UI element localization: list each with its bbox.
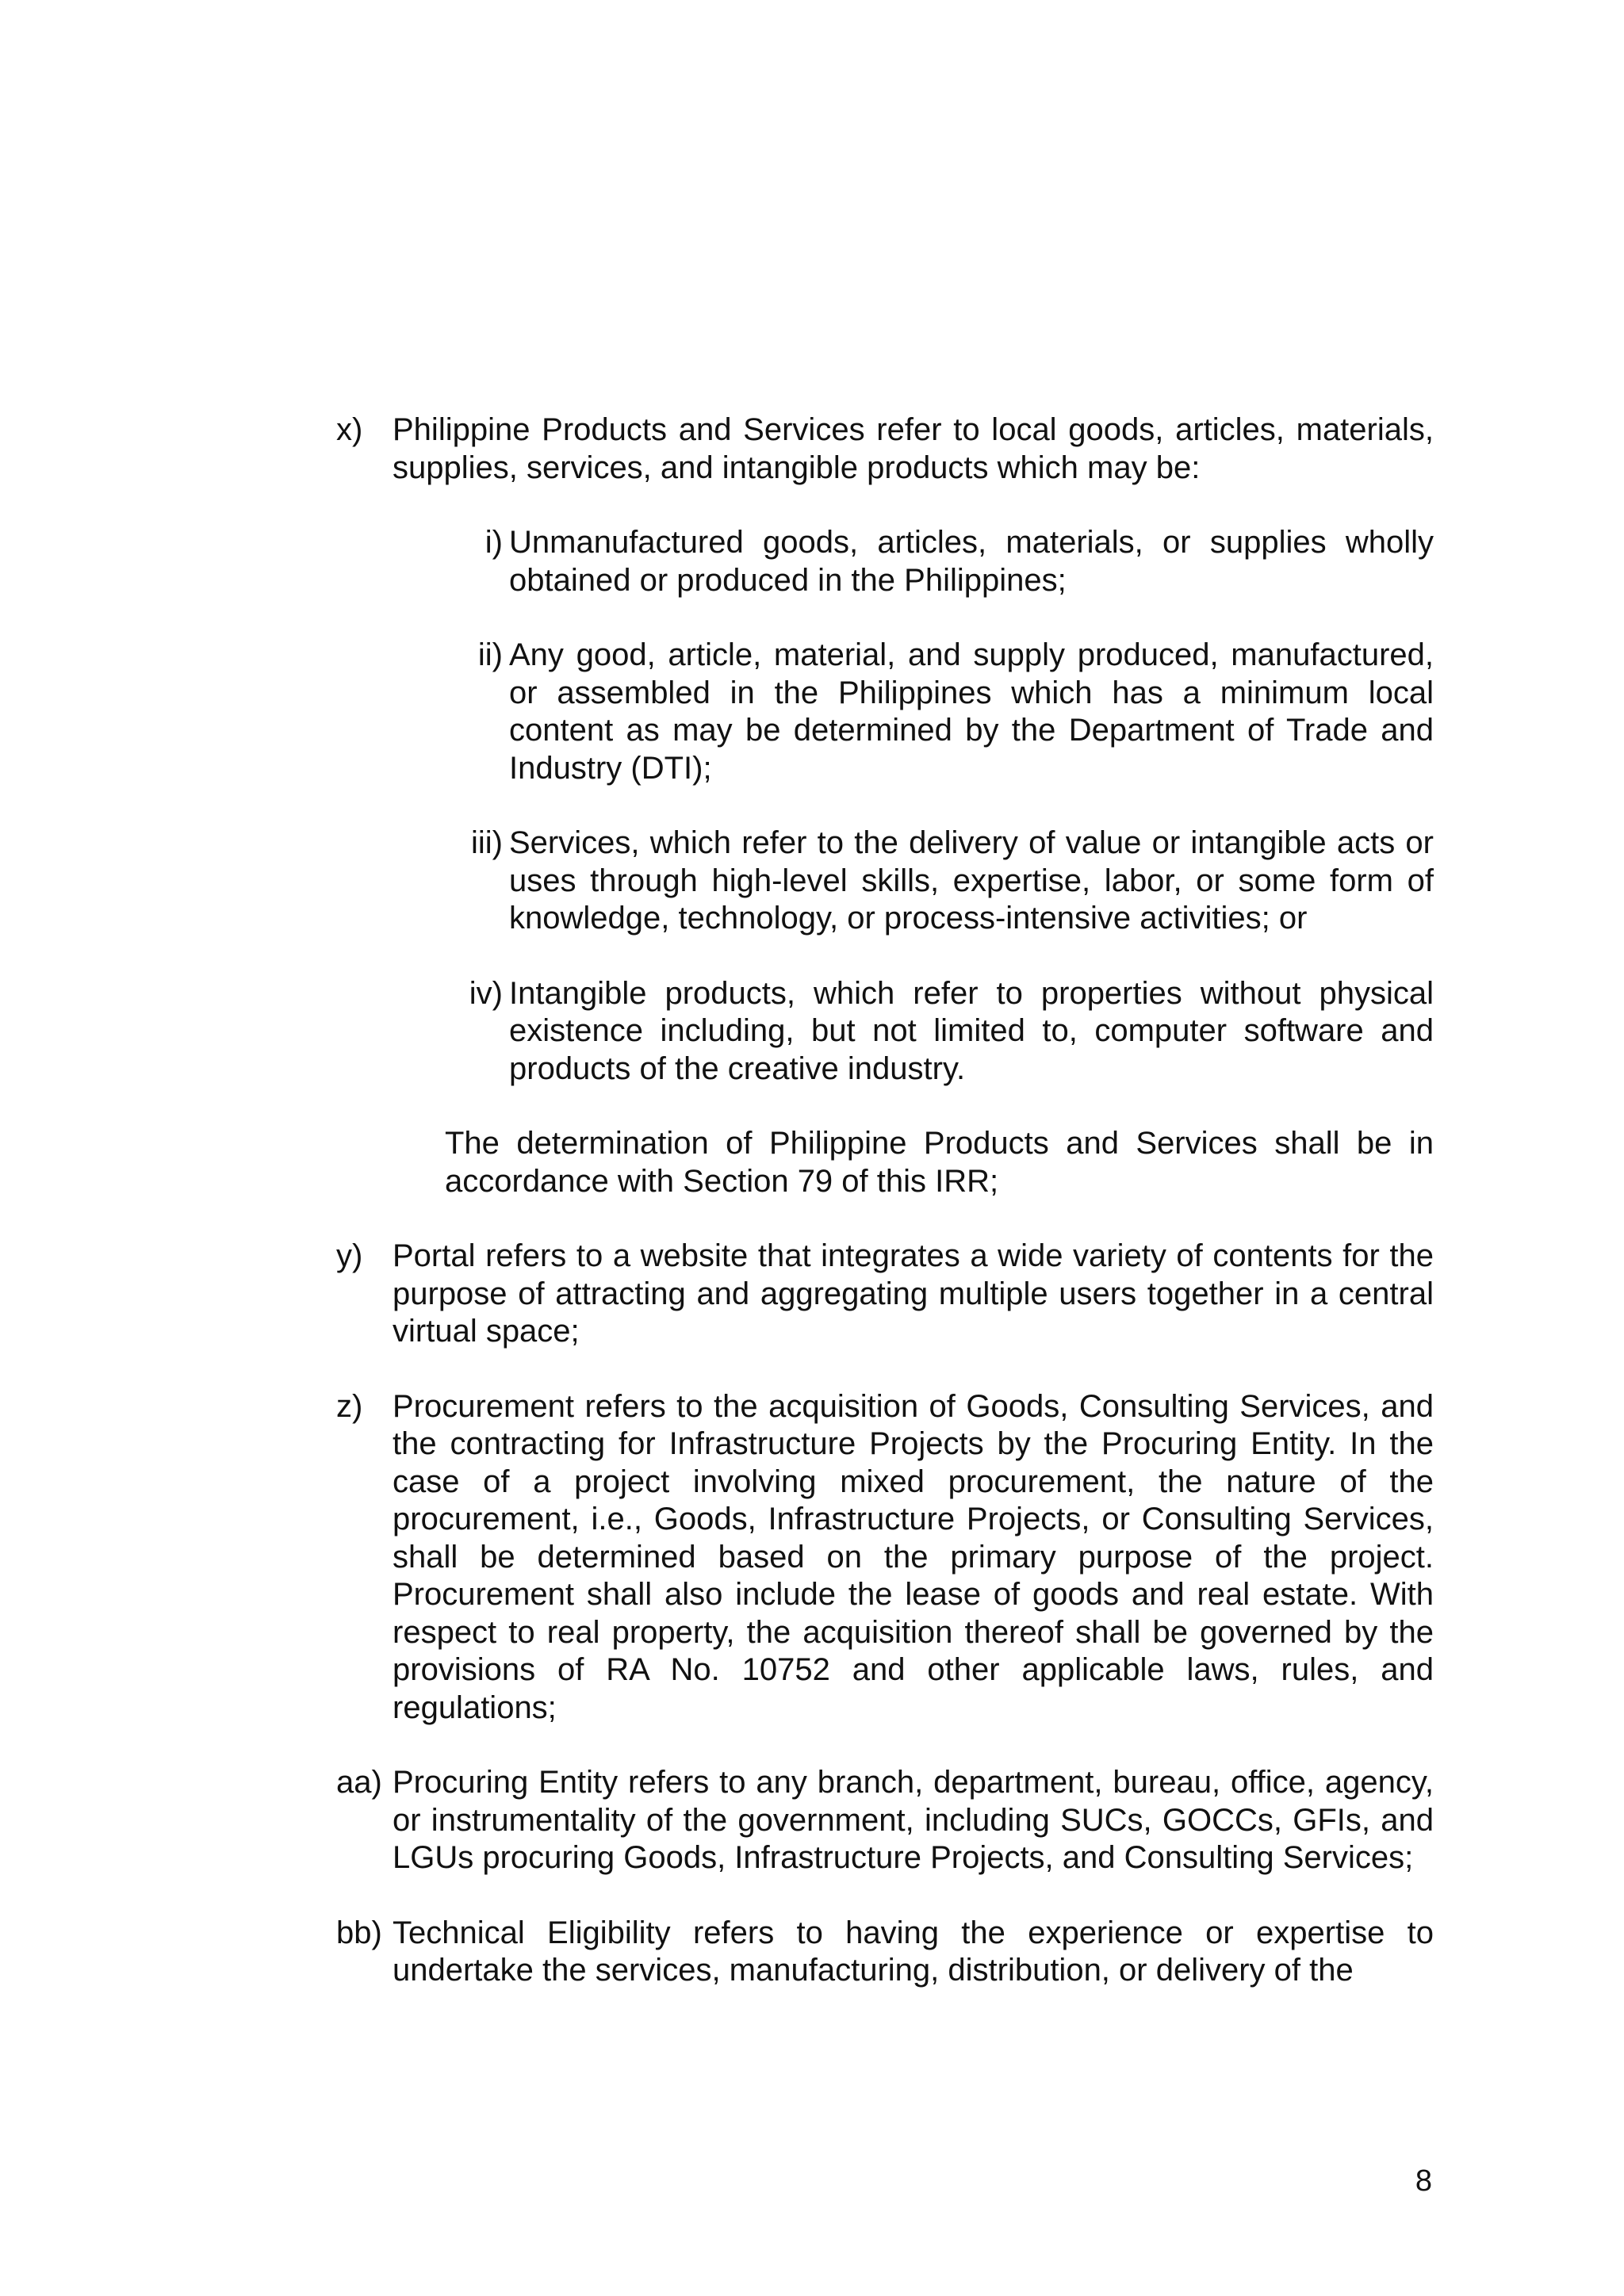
sub-item-text: Unmanufactured goods, articles, materials, or supplies wholly obtained or produced in the Philippines; <box>509 525 1434 598</box>
item-label: aa) <box>336 1765 382 1800</box>
sub-item-ii <box>449 637 1434 787</box>
definitions-list <box>336 411 1434 1990</box>
item-text: Technical Eligibility refers to having the experience or expertise to undertake the services, manufacturing, distribution, or delivery of the <box>393 1915 1434 1988</box>
item-label: y) <box>336 1238 363 1273</box>
sub-item-iv <box>449 975 1434 1089</box>
item-label: bb) <box>336 1915 382 1950</box>
item-text: Philippine Products and Services refer to local goods, articles, materials, supplies, services, and intangible products which may be: <box>393 412 1434 485</box>
sub-item-i <box>449 524 1434 599</box>
definition-aa <box>336 1764 1434 1877</box>
sub-item-text: Services, which refer to the delivery of value or intangible acts or uses through high-level skills, expertise, labor, or some form of knowledge, technology, or process-intensive activities; or <box>509 825 1434 936</box>
page-number: 8 <box>1415 2164 1432 2198</box>
sub-item-text: Intangible products, which refer to properties without physical existence including, but not limited to, computer software and products of the creative industry. <box>509 975 1434 1086</box>
definition-x <box>336 411 1434 1200</box>
sub-item-label: iii) <box>471 825 503 860</box>
item-text: Procurement refers to the acquisition of Goods, Consulting Services, and the contracting for Infrastructure Projects by the Procuring Entity. In the case of a project involving mixed procurement, the nature of the procurement, i.e., Goods, Infrastructure Projects, or Consulting Services, shall be determined based on the primary purpose of the project. Procurement shall also include the lease of goods and real estate. With respect to real property, the acquisition thereof shall be governed by the provisions of RA No. 10752 and other applicable laws, rules, and regulations; <box>393 1388 1434 1725</box>
definition-z <box>336 1388 1434 1728</box>
item-text: Portal refers to a website that integrates a wide variety of contents for the purpose of attracting and aggregating multiple users together in a central virtual space; <box>393 1238 1434 1349</box>
sub-item-iii <box>449 825 1434 938</box>
sub-item-text: Any good, article, material, and supply produced, manufactured, or assembled in the Philippines which has a minimum local content as may be determined by the Department of Trade and Industry (DTI); <box>509 637 1434 786</box>
closing-paragraph: The determination of Philippine Products and Services shall be in accordance with Section 79 of this IRR; <box>445 1126 1434 1199</box>
sub-list <box>449 524 1434 1088</box>
definition-y <box>336 1238 1434 1351</box>
sub-item-label: i) <box>485 525 503 560</box>
definition-bb <box>336 1915 1434 1990</box>
item-label: z) <box>336 1388 363 1424</box>
item-label: x) <box>336 412 363 447</box>
sub-item-label: iv) <box>469 975 503 1011</box>
item-text: Procuring Entity refers to any branch, department, bureau, office, agency, or instrumentality of the government, including SUCs, GOCCs, GFIs, and LGUs procuring Goods, Infrastructure Projects, and Consulting Services; <box>393 1765 1434 1875</box>
sub-item-label: ii) <box>477 637 503 672</box>
